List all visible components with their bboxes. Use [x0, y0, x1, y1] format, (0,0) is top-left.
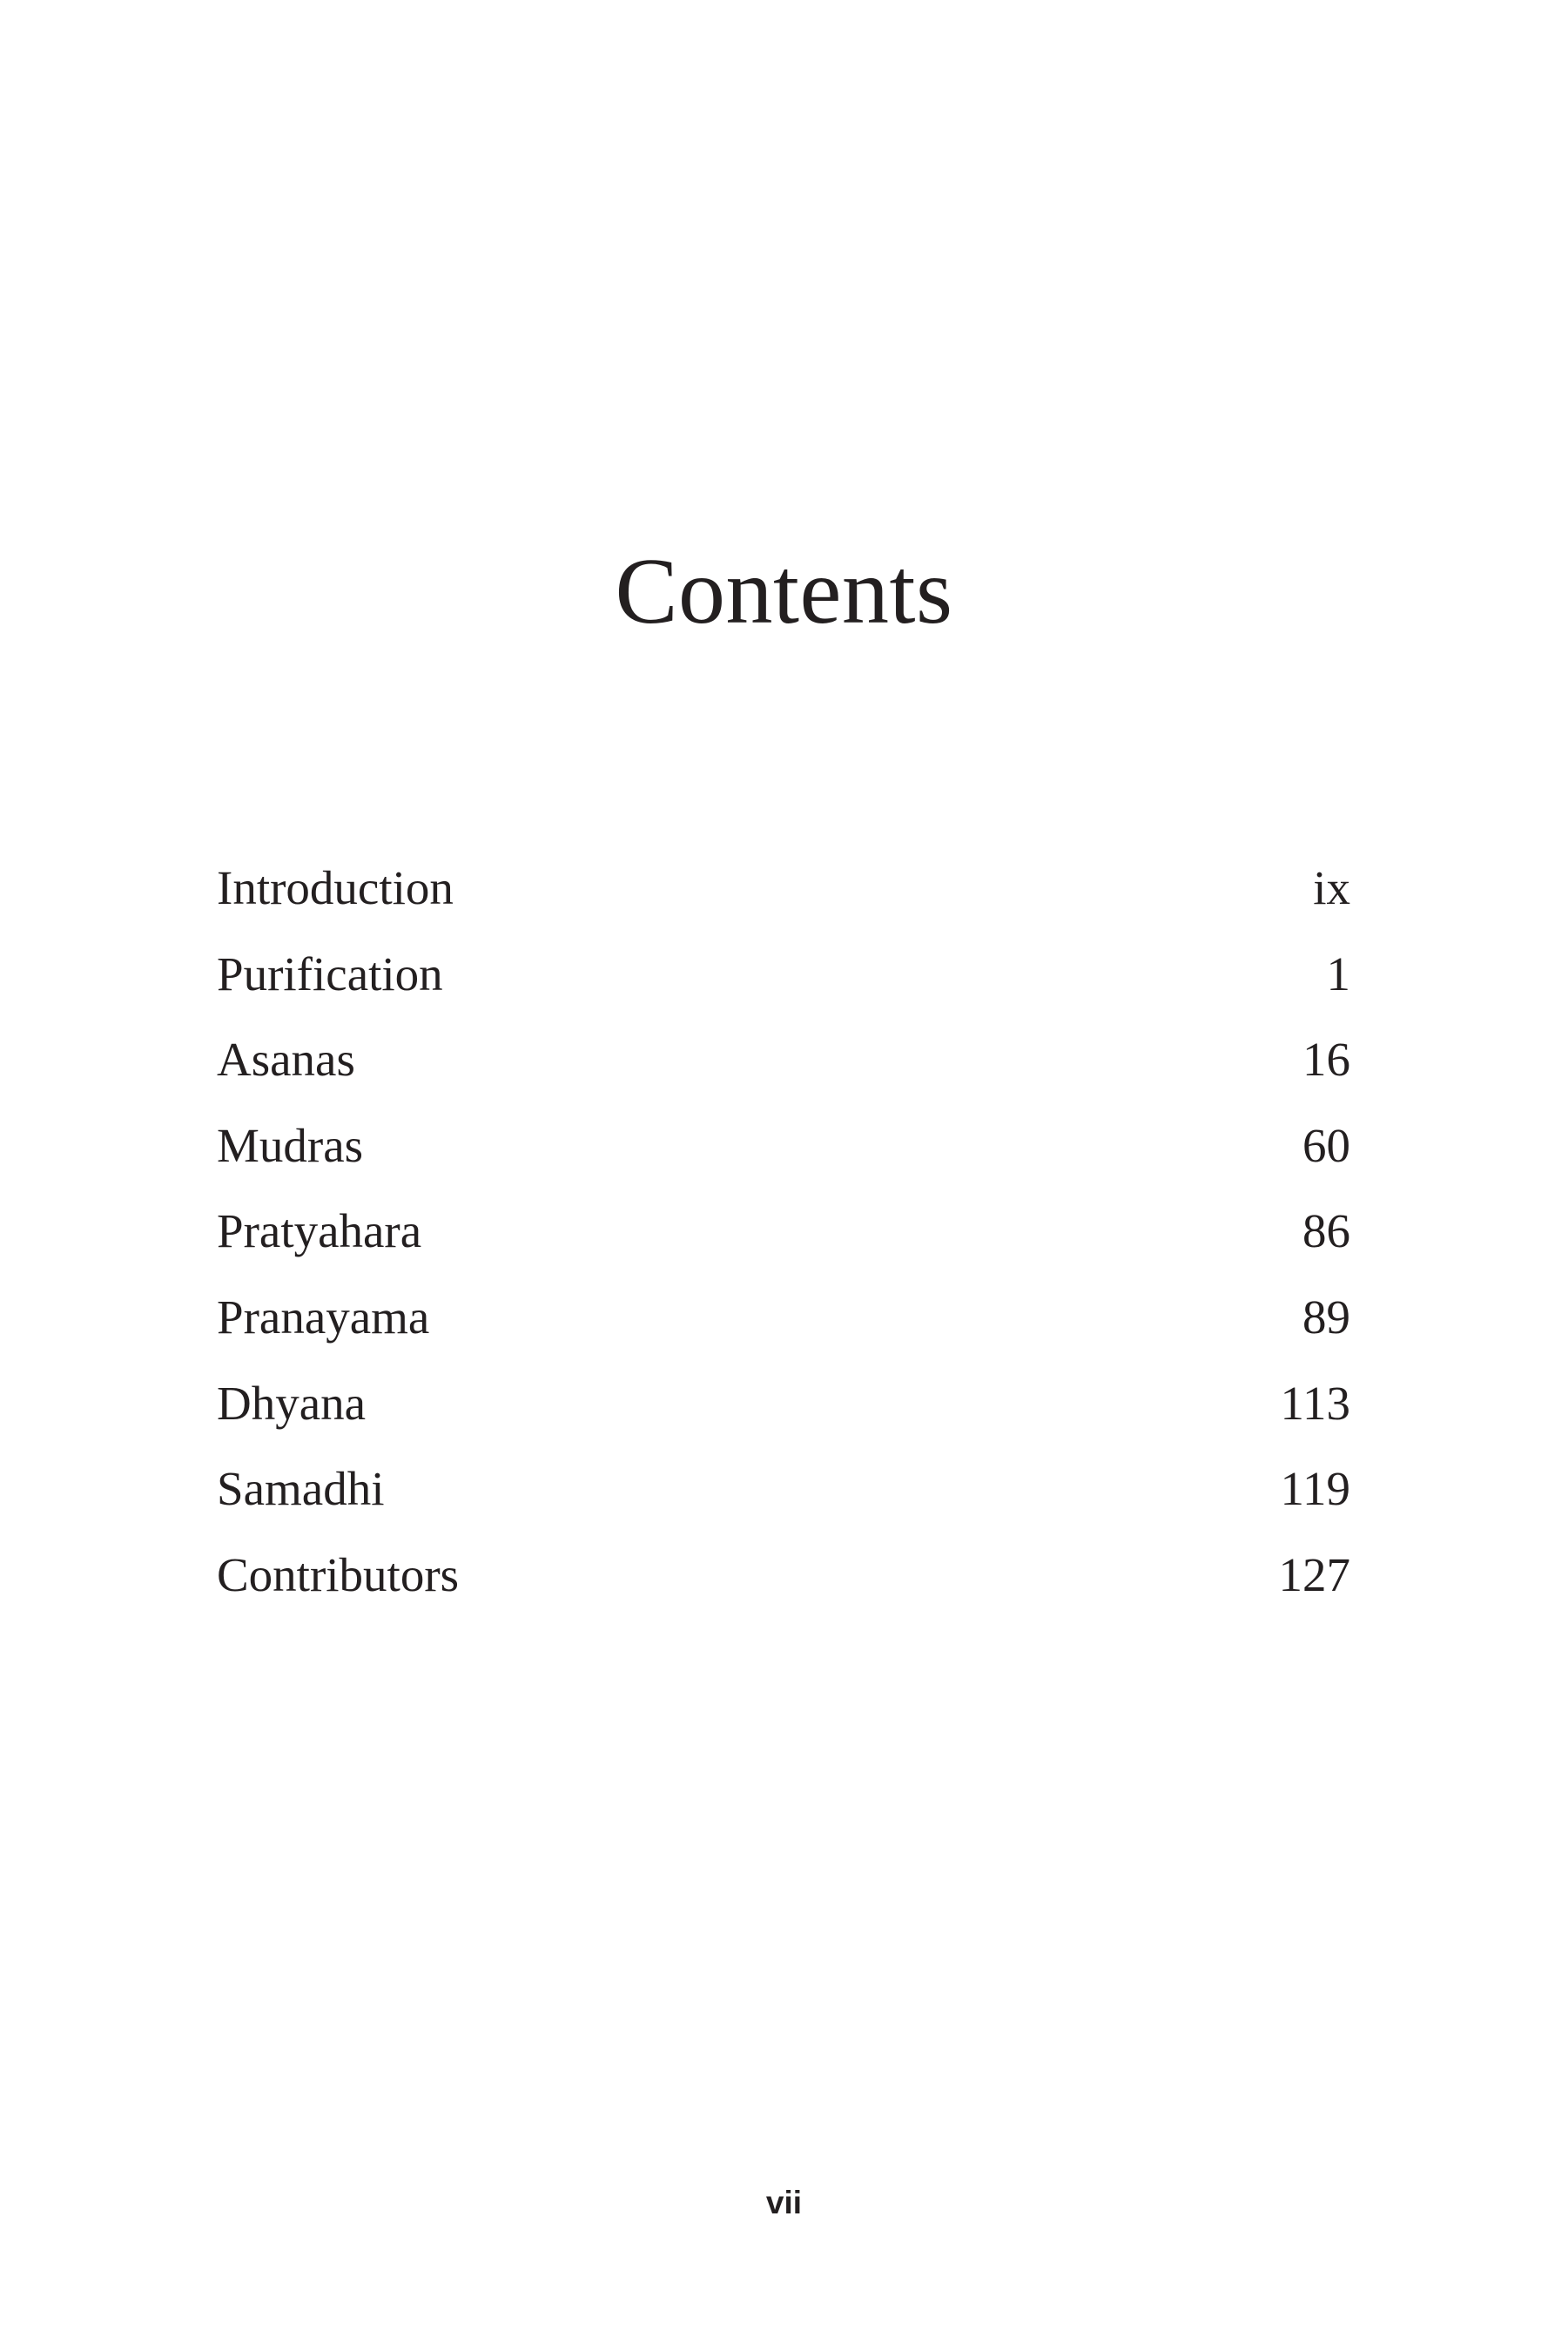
toc-entry-page-number: 127: [1278, 1547, 1350, 1601]
toc-entry-label: Dhyana: [217, 1376, 367, 1430]
toc-entry-label: Introduction: [217, 861, 454, 914]
toc-entry-page-number: 119: [1280, 1462, 1350, 1516]
toc-entry-label: Pranayama: [217, 1290, 430, 1344]
toc-entry-label: Samadhi: [217, 1462, 385, 1516]
toc-entry: [217, 853, 1350, 940]
toc-entry-page-number: ix: [1313, 861, 1350, 914]
toc-entry-page-number: 60: [1302, 1118, 1350, 1172]
toc-entry-label: Pratyahara: [217, 1204, 422, 1258]
toc-entry-page-number: 1: [1326, 946, 1350, 1000]
toc-entry: [217, 1025, 1350, 1111]
toc-entry: [217, 1196, 1350, 1283]
toc-entry: [217, 1540, 1350, 1627]
toc-entry-page-number: 86: [1302, 1204, 1350, 1258]
toc-entry-page-number: 89: [1302, 1290, 1350, 1344]
toc-entry-page-number: 16: [1302, 1033, 1350, 1087]
toc-entry-label: Mudras: [217, 1118, 364, 1172]
page-title: Contents: [615, 540, 953, 643]
toc-entry: [217, 1369, 1350, 1455]
toc-entry: [217, 1454, 1350, 1540]
toc-entry-label: Contributors: [217, 1547, 460, 1601]
page-folio: vii: [765, 2185, 803, 2220]
toc-entry-label: Purification: [217, 946, 443, 1000]
toc-entry-label: Asanas: [217, 1033, 355, 1087]
toc-entry: [217, 1283, 1350, 1369]
toc-entry: [217, 940, 1350, 1026]
toc-entry-page-number: 113: [1280, 1376, 1350, 1430]
table-of-contents: [217, 853, 1350, 1626]
toc-entry: [217, 1111, 1350, 1197]
